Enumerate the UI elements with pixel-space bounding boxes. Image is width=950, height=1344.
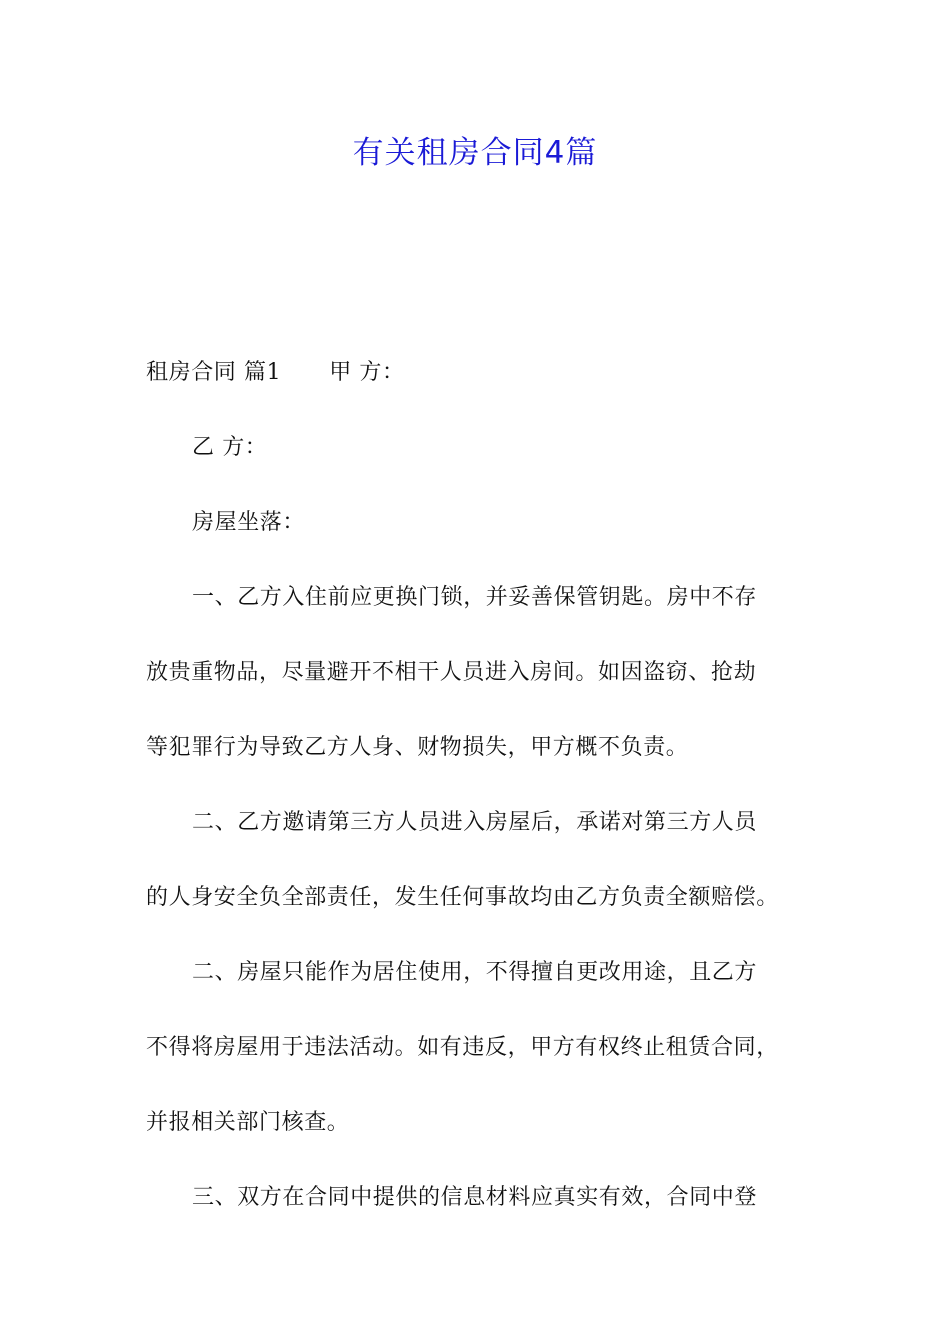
text-line — [146, 1160, 810, 1235]
text-line — [146, 1085, 810, 1160]
text-line — [146, 710, 810, 785]
clause-text: 的人身安全负全部责任，发生任何事故均由乙方负责全额赔偿。 — [146, 885, 779, 910]
text-line — [146, 635, 810, 710]
clause-text: 三、双方在合同中提供的信息材料应真实有效，合同中登 — [192, 1185, 758, 1210]
party-a-label: 甲 方： — [329, 360, 405, 385]
text-line — [146, 935, 810, 1010]
clause-text: 放贵重物品，尽量避开不相干人员进入房间。如因盗窃、抢劫 — [146, 660, 757, 685]
clause-text: 一、乙方入住前应更换门锁，并妥善保管钥匙。房中不存 — [192, 585, 758, 610]
text-line — [146, 335, 810, 410]
document-body — [146, 335, 810, 1235]
text-line — [146, 785, 810, 860]
text-line — [146, 1010, 810, 1085]
clause-text: 不得将房屋用于违法活动。如有违反，甲方有权终止租赁合同， — [146, 1035, 779, 1060]
party-b-label: 乙 方： — [192, 435, 268, 460]
text-line — [146, 410, 810, 485]
text-line — [146, 485, 810, 560]
section-heading: 租房合同 篇1 — [146, 360, 282, 385]
property-location-label: 房屋坐落： — [192, 510, 306, 535]
text-line — [146, 560, 810, 635]
document-title: 有关租房合同4篇 — [352, 135, 598, 171]
clause-text: 二、房屋只能作为居住使用，不得擅自更改用途，且乙方 — [192, 960, 758, 985]
text-line — [146, 860, 810, 935]
clause-text: 等犯罪行为导致乙方人身、财物损失，甲方概不负责。 — [146, 735, 689, 760]
clause-text: 二、乙方邀请第三方人员进入房屋后，承诺对第三方人员 — [192, 810, 758, 835]
clause-text: 并报相关部门核查。 — [146, 1110, 350, 1135]
